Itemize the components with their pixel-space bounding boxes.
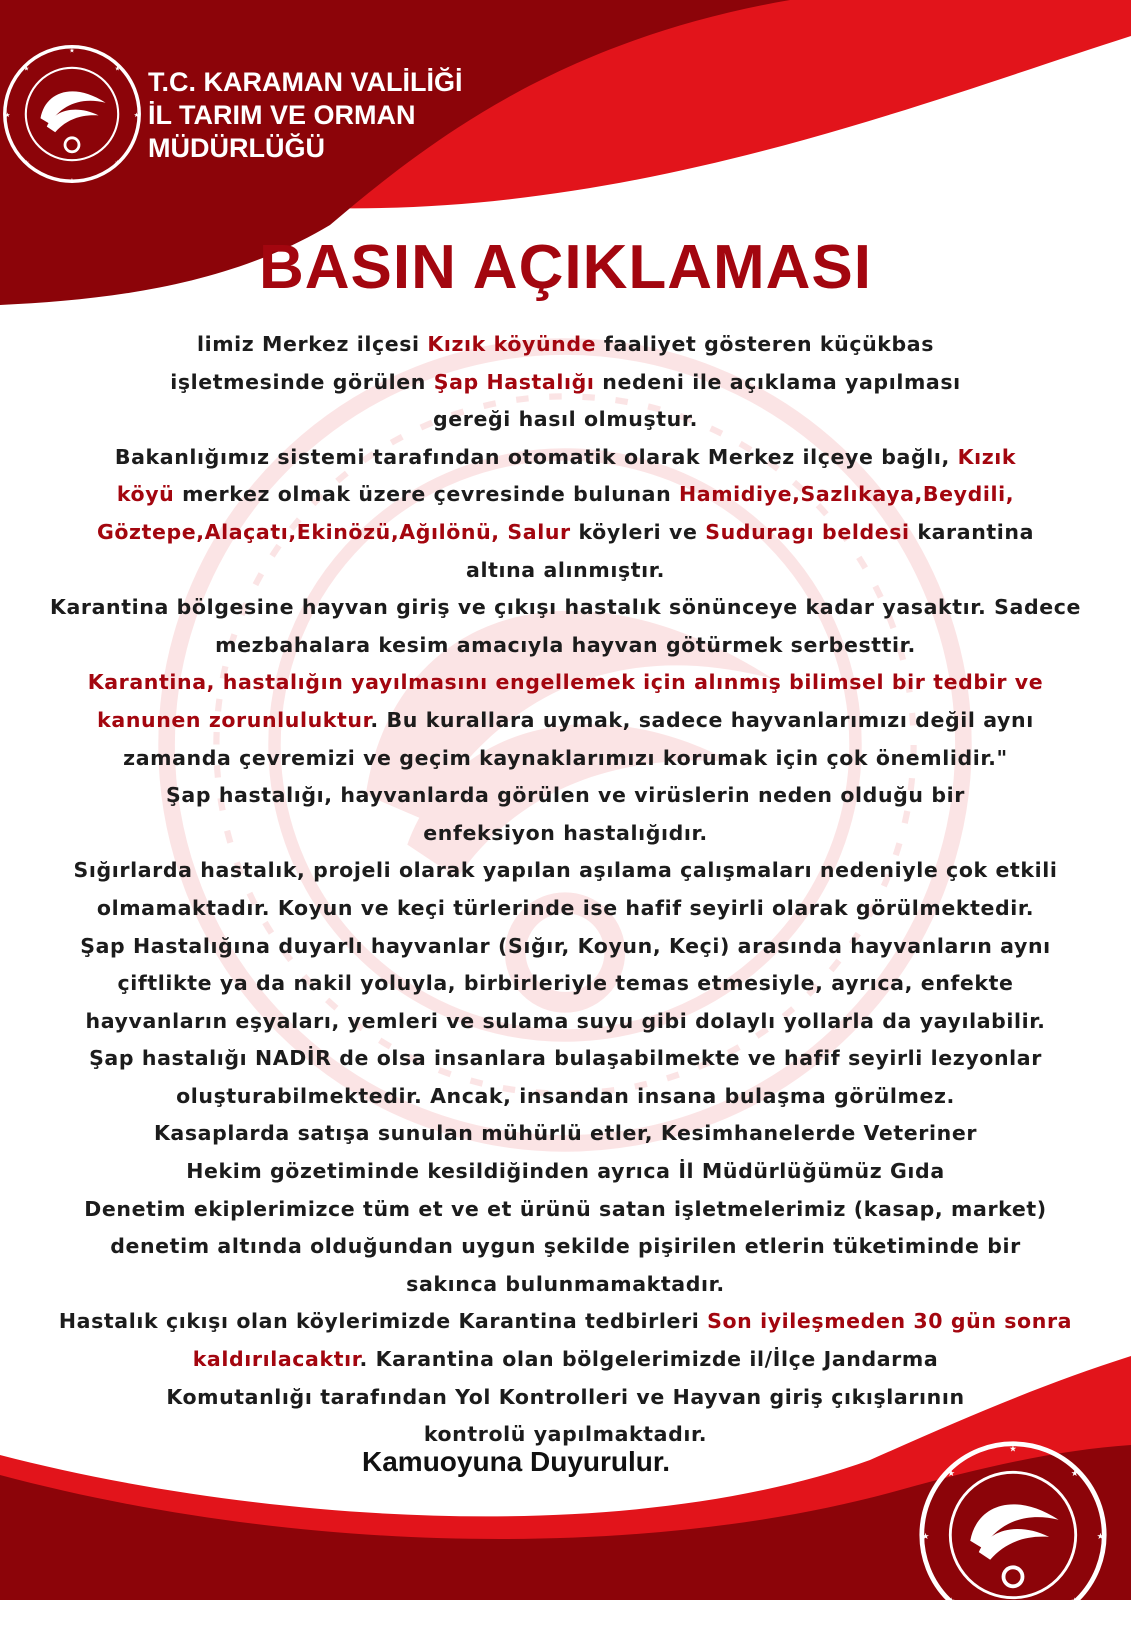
svg-text:★: ★ — [1009, 1444, 1017, 1455]
body-line — [0, 965, 1131, 1003]
body-line — [0, 364, 1131, 402]
svg-text:★: ★ — [114, 65, 121, 73]
body-text-segment: olmamaktadır. Koyun ve keçi türlerinde ise hafif seyirli olarak görülmektedir. — [96, 895, 1035, 920]
highlighted-text: Göztepe,Alaçatı,Ekinözü,Ağılönü, Salur — [96, 519, 571, 544]
highlighted-text: Karantina, hastalığın yayılmasını engellemek için alınmış bilimsel bir tedbir ve — [87, 670, 1044, 695]
press-release-body — [0, 326, 1131, 1454]
body-text-segment: gereği hasıl olmuştur. — [432, 407, 699, 432]
body-text-segment: Bakanlığımız sistemi tarafından otomatik olarak Merkez ilçeye bağlı, — [114, 444, 958, 469]
body-text-segment: faaliyet gösteren küçükbas — [596, 332, 935, 356]
body-text-segment: limiz Merkez ilçesi — [196, 332, 428, 356]
body-text-segment: hayvanların eşyaları, yemleri ve sulama suyu gibi dolaylı yollarla da yayılabilir. — [85, 1008, 1046, 1033]
agency-line-3: MÜDÜRLÜĞÜ — [148, 133, 325, 163]
body-text-segment: Şap Hastalığına duyarlı hayvanlar (Sığır, Koyun, Keçi) arasında hayvanların aynı — [80, 933, 1051, 958]
body-text-segment: kontrolü yapılmaktadır. — [423, 1422, 708, 1447]
body-line — [0, 1303, 1131, 1341]
body-line — [0, 401, 1131, 439]
body-text-segment: çiftlikte ya da nakil yoluyla, birbirleriyle temas etmesiyle, ayrıca, enfekte — [117, 971, 1014, 996]
body-line — [0, 664, 1131, 702]
body-line — [0, 777, 1131, 815]
body-text-segment: Kasaplarda satışa sunulan mühürlü etler, Kesimhanelerde Veteriner — [153, 1121, 978, 1146]
svg-text:★: ★ — [947, 1596, 956, 1607]
body-line — [0, 589, 1131, 627]
svg-text:★: ★ — [69, 47, 75, 55]
body-text-segment: Karantina bölgesine hayvan giriş ve çıkışı hastalık sönünceye kadar yasaktır. Sadece — [49, 595, 1082, 620]
body-line — [0, 1115, 1131, 1153]
body-text-segment: nedeni ile açıklama yapılması — [594, 369, 961, 394]
body-line — [0, 1191, 1131, 1229]
svg-text:★: ★ — [23, 65, 30, 73]
svg-text:★: ★ — [947, 1469, 956, 1480]
page-title: BASIN AÇIKLAMASI — [258, 233, 873, 302]
body-text-segment: Şap hastalığı NADİR de olsa insanlara bulaşabilmekte ve hafif seyirli lezyonlar — [89, 1046, 1042, 1071]
body-line — [0, 1341, 1131, 1379]
svg-text:★: ★ — [4, 111, 11, 119]
closing-statement: Kamuoyuna Duyurulur. — [362, 1446, 671, 1477]
body-line — [0, 1379, 1131, 1417]
body-line — [0, 514, 1131, 552]
highlighted-text: Şap Hastalığı — [433, 369, 595, 394]
body-line — [0, 1266, 1131, 1304]
body-text-segment: mezbahalara kesim amacıyla hayvan götürmek serbesttir. — [215, 632, 916, 657]
body-line — [0, 852, 1131, 890]
body-text-segment: sakınca bulunmamaktadır. — [406, 1271, 725, 1296]
agency-line-2: İL TARIM VE ORMAN — [148, 100, 416, 130]
highlighted-text: kanunen zorunluluktur — [97, 707, 371, 732]
body-line — [0, 627, 1131, 665]
agency-line-1: T.C. KARAMAN VALİLİĞİ — [148, 67, 463, 97]
svg-text:★: ★ — [1070, 1469, 1079, 1480]
body-line — [0, 740, 1131, 778]
body-text-segment: köyleri ve — [570, 519, 706, 544]
body-line — [0, 1078, 1131, 1116]
highlighted-text: Kızık köyünde — [427, 332, 597, 356]
highlighted-text: Son iyileşmeden 30 gün sonra — [707, 1309, 1073, 1334]
ministry-seal-icon — [2, 44, 142, 184]
body-text-segment: . Bu kurallara uymak, sadece hayvanlarımızı değil aynı — [370, 707, 1034, 732]
body-line — [0, 1040, 1131, 1078]
body-line — [0, 439, 1131, 477]
body-text-segment: . Karantina olan bölgelerimizde il/İlçe Jandarma — [359, 1347, 939, 1372]
highlighted-text: kaldırılacaktır — [192, 1347, 360, 1372]
svg-text:★: ★ — [1070, 1596, 1079, 1607]
body-line — [0, 1228, 1131, 1266]
svg-text:★: ★ — [69, 177, 75, 184]
ministry-seal-icon-bottom — [918, 1440, 1108, 1630]
svg-text:★: ★ — [1096, 1531, 1105, 1542]
body-text-segment: Denetim ekiplerimizce tüm et ve et ürünü satan işletmelerimiz (kasap, market) — [84, 1196, 1047, 1221]
body-text-segment: karantina — [909, 519, 1035, 544]
highlighted-text: Suduragı beldesi — [705, 519, 910, 544]
body-text-segment: Hastalık çıkışı olan köylerimizde Karantina tedbirleri — [58, 1309, 708, 1334]
body-text-segment: Komutanlığı tarafından Yol Kontrolleri ve Hayvan giriş çıkışlarının — [166, 1384, 965, 1409]
body-line — [0, 476, 1131, 514]
body-text-segment: merkez olmak üzere çevresinde bulunan — [174, 482, 679, 507]
body-line — [0, 326, 1131, 364]
body-text-segment: enfeksiyon hastalığıdır. — [423, 820, 708, 845]
body-text-segment: altına alınmıştır. — [466, 557, 665, 582]
body-line — [0, 1003, 1131, 1041]
body-text-segment: oluşturabilmektedir. Ancak, insandan insana bulaşma görülmez. — [176, 1083, 955, 1108]
body-text-segment: Hekim gözetiminde kesildiğinden ayrıca İl Müdürlüğümüz Gıda — [186, 1159, 945, 1184]
body-text-segment: denetim altında olduğundan uygun şekilde pişirilen etlerin tüketiminde bir — [110, 1234, 1021, 1259]
svg-text:★: ★ — [114, 159, 121, 167]
body-line — [0, 1153, 1131, 1191]
body-text-segment: zamanda çevremizi ve geçim kaynaklarımızı korumak için çok önemlidir." — [123, 745, 1008, 770]
body-line — [0, 815, 1131, 853]
svg-text:★: ★ — [921, 1531, 930, 1542]
highlighted-text: köyü — [116, 482, 175, 507]
agency-name — [148, 66, 462, 165]
body-line — [0, 702, 1131, 740]
body-line — [0, 890, 1131, 928]
svg-text:★: ★ — [1009, 1621, 1017, 1630]
highlighted-text: Kızık — [957, 444, 1017, 469]
body-line — [0, 928, 1131, 966]
body-text-segment: işletmesinde görülen — [170, 369, 434, 394]
svg-text:★: ★ — [133, 111, 140, 119]
body-text-segment: Şap hastalığı, hayvanlarda görülen ve virüslerin neden olduğu bir — [166, 783, 965, 808]
body-line — [0, 552, 1131, 590]
svg-text:★: ★ — [23, 159, 30, 167]
highlighted-text: Hamidiye,Sazlıkaya,Beydili, — [679, 482, 1015, 507]
body-text-segment: Sığırlarda hastalık, projeli olarak yapılan aşılama çalışmaları nedeniyle çok etkili — [73, 858, 1058, 883]
